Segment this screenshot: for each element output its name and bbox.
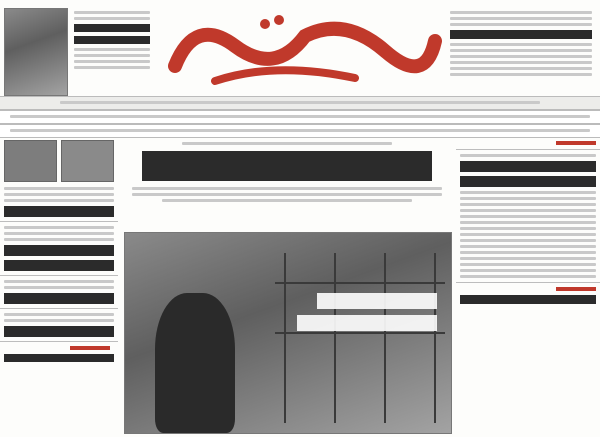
masthead-logo: [155, 6, 445, 94]
ticker-strip-2: [0, 124, 600, 138]
main-story: [122, 138, 452, 205]
issue-info-strip: [0, 96, 600, 110]
ticker-strip-1: [0, 110, 600, 124]
main-photo: [124, 232, 452, 434]
right-column: [456, 138, 600, 308]
portrait-photo: [4, 8, 68, 96]
portrait-photo: [61, 140, 114, 182]
scaffold-lines: [275, 253, 445, 423]
top-left-teaser: [70, 8, 154, 72]
left-column: [0, 138, 118, 366]
portrait-photo: [4, 140, 57, 182]
top-right-teaser: [446, 8, 596, 79]
